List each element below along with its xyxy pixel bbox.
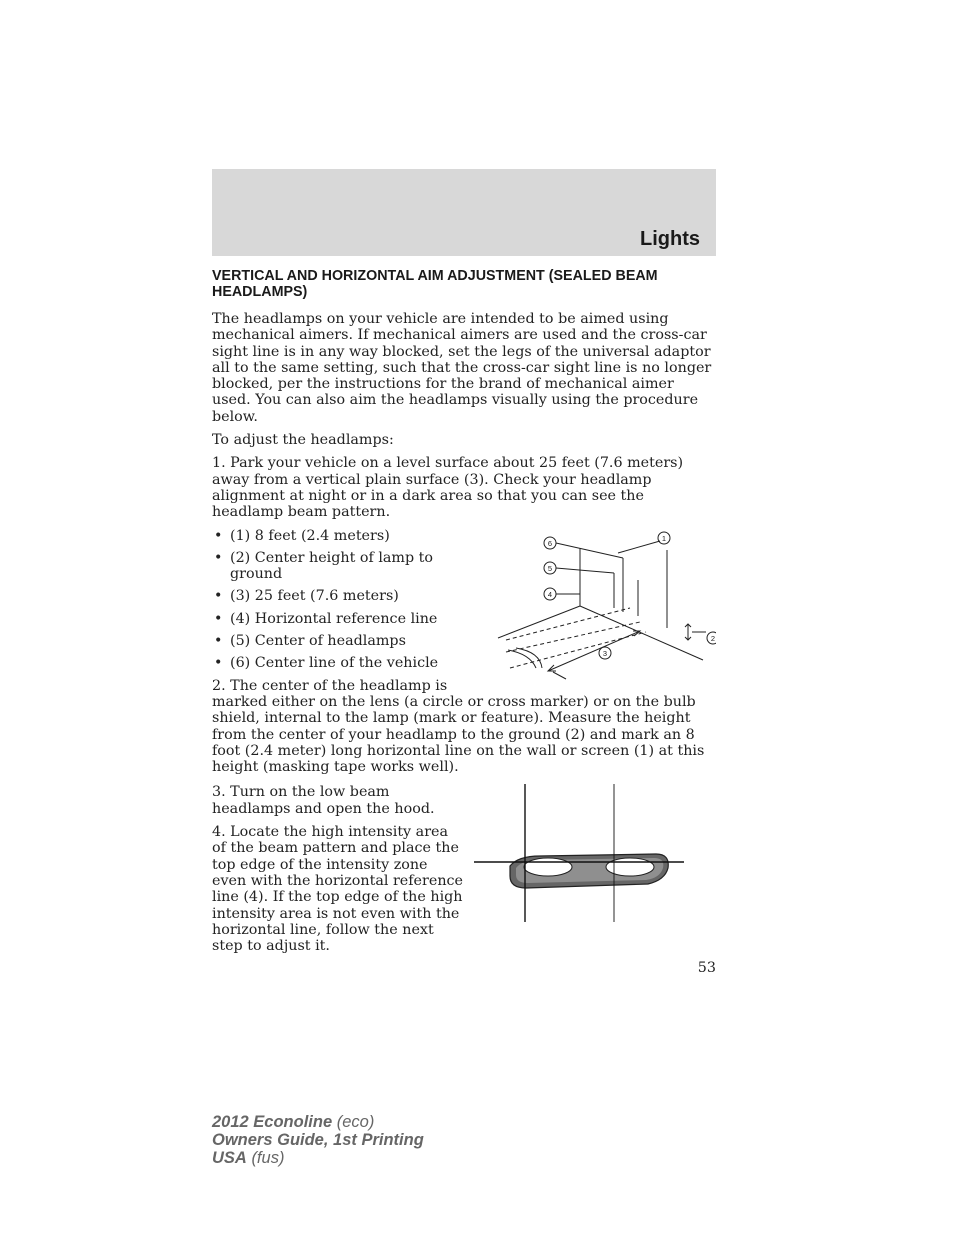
step-2-text: 2. The center of the headlamp is marked either on the lens (a circle or cross marker) or on the bulb shield, internal to the lamp (mark or feature). Measure the height from the center of your headlamp to the ground (2) and mark an 8 foot (2.4 meter) long horizontal line on the wall or screen (1) at this height (masking tape works well). xyxy=(212,677,705,776)
legend-item: • (3) 25 feet (7.6 meters) xyxy=(212,588,716,604)
callout-3: 3 xyxy=(602,648,608,658)
step-1-text: 1. Park your vehicle on a level surface about 25 feet (7.6 meters) away from a vertical plain surface (3). Check your headlamp alignment at night or in a dark area so that you can see the headlamp beam pattern. xyxy=(212,455,684,521)
legend-item: • (5) Center of headlamps xyxy=(212,633,716,649)
callout-2: 2 xyxy=(710,633,716,643)
footer-model-code: (eco) xyxy=(336,1113,375,1131)
footer xyxy=(212,1113,424,1167)
footer-guide: Owners Guide, 1st Printing xyxy=(212,1131,424,1149)
page-title: Lights xyxy=(640,228,700,250)
intro-paragraph: The headlamps on your vehicle are intended to be aimed using mechanical aimers. If mechanical aimers are used and the cross-car sight line is in any way blocked, set the legs of the universal adaptor all to the same setting, such that the cross-car sight line is no longer blocked, per the instructions for the brand of mechanical aimer used. You can also aim the headlamps visually using the procedure below. xyxy=(212,311,712,425)
beam-pattern-diagram xyxy=(470,784,716,934)
step-4-text: 4. Locate the high intensity area of the beam pattern and place the top edge of the intensity zone even with the horizontal reference line (4). If the top edge of the high intensity area is not even with the horizontal line, follow the next step to adjust it. xyxy=(212,824,463,955)
legend-item: • (6) Center line of the vehicle xyxy=(212,655,716,671)
footer-region-code: (fus) xyxy=(251,1149,285,1167)
legend-item: • (4) Horizontal reference line xyxy=(212,611,716,627)
legend-item: • (1) 8 feet (2.4 meters) xyxy=(212,528,716,544)
callout-6: 6 xyxy=(547,538,553,548)
callout-4: 4 xyxy=(547,589,553,599)
page-number: 53 xyxy=(697,960,716,976)
footer-model: 2012 Econoline xyxy=(212,1113,333,1131)
callout-5: 5 xyxy=(547,563,553,573)
to-adjust-text: To adjust the headlamps: xyxy=(212,432,394,449)
legend-item: • (2) Center height of lamp to ground xyxy=(212,550,716,583)
step-3-text: 3. Turn on the low beam headlamps and open the hood. xyxy=(212,784,435,817)
footer-region: USA xyxy=(212,1149,247,1167)
callout-1: 1 xyxy=(661,533,667,543)
main-content xyxy=(212,268,716,961)
section-heading: VERTICAL AND HORIZONTAL AIM ADJUSTMENT (SEALED BEAM HEADLAMPS) xyxy=(212,268,658,300)
header-bar xyxy=(212,169,716,256)
